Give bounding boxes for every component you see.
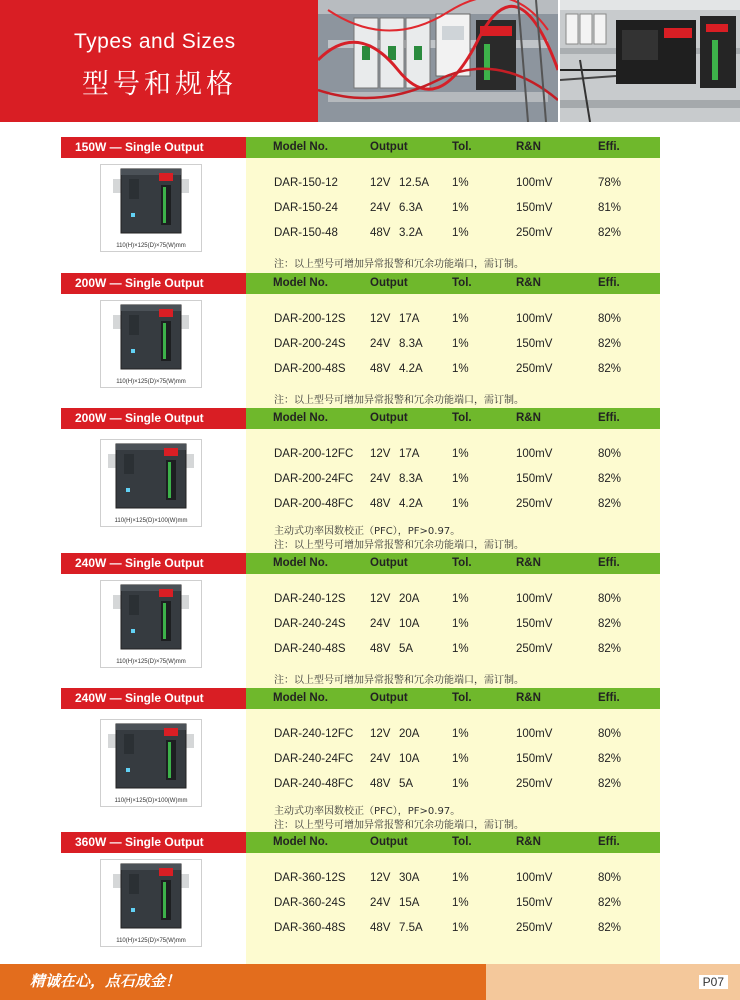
header-effi: Effi. xyxy=(598,692,620,704)
section-note: 注：以上型号可增加异常报警和冗余功能端口，需订制。 xyxy=(274,395,524,406)
current-cell: 6.3A xyxy=(399,202,423,214)
header-tol: Tol. xyxy=(452,836,472,848)
header-effi: Effi. xyxy=(598,277,620,289)
current-cell: 4.2A xyxy=(399,363,423,375)
ripple-noise-cell: 100mV xyxy=(516,728,553,740)
table-body xyxy=(246,294,660,414)
efficiency-cell: 82% xyxy=(598,473,622,485)
product-image xyxy=(100,580,202,668)
voltage-cell: 48V xyxy=(370,778,391,790)
header-model: Model No. xyxy=(273,412,328,424)
tolerance-cell: 1% xyxy=(452,202,469,214)
current-cell: 12.5A xyxy=(399,177,430,189)
voltage-cell: 12V xyxy=(370,872,391,884)
tolerance-cell: 1% xyxy=(452,643,469,655)
model-cell: DAR-200-12FC xyxy=(274,448,354,460)
current-cell: 15A xyxy=(399,897,420,909)
section-note: 主动式功率因数校正（PFC），PF>0.97。 xyxy=(274,806,461,817)
tolerance-cell: 1% xyxy=(452,177,469,189)
product-dimensions: 110(H)×125(D)×75(W)mm xyxy=(116,938,186,944)
section-label: 360W — Single Output xyxy=(61,832,246,853)
header-rn: R&N xyxy=(516,412,541,424)
efficiency-cell: 80% xyxy=(598,728,622,740)
ripple-noise-cell: 150mV xyxy=(516,202,553,214)
tolerance-cell: 1% xyxy=(452,922,469,934)
table-body xyxy=(246,853,660,972)
model-cell: DAR-240-12S xyxy=(274,593,346,605)
tolerance-cell: 1% xyxy=(452,363,469,375)
model-cell: DAR-200-12S xyxy=(274,313,346,325)
voltage-cell: 48V xyxy=(370,363,391,375)
header-output: Output xyxy=(370,277,408,289)
product-image xyxy=(100,300,202,388)
header-model: Model No. xyxy=(273,836,328,848)
ripple-noise-cell: 150mV xyxy=(516,618,553,630)
current-cell: 10A xyxy=(399,618,420,630)
section-label: 240W — Single Output xyxy=(61,553,246,574)
title-chinese: 型号和规格 xyxy=(82,69,237,100)
tolerance-cell: 1% xyxy=(452,728,469,740)
efficiency-cell: 82% xyxy=(598,897,622,909)
tolerance-cell: 1% xyxy=(452,227,469,239)
header-rn: R&N xyxy=(516,692,541,704)
tolerance-cell: 1% xyxy=(452,338,469,350)
current-cell: 4.2A xyxy=(399,498,423,510)
table-body xyxy=(246,429,660,557)
model-cell: DAR-200-24S xyxy=(274,338,346,350)
efficiency-cell: 82% xyxy=(598,227,622,239)
table-header xyxy=(246,137,660,158)
section-note: 主动式功率因数校正（PFC），PF>0.97。 xyxy=(274,526,461,537)
ripple-noise-cell: 250mV xyxy=(516,643,553,655)
section-note: 注：以上型号可增加异常报警和冗余功能端口，需订制。 xyxy=(274,820,524,831)
header-model: Model No. xyxy=(273,141,328,153)
ripple-noise-cell: 250mV xyxy=(516,778,553,790)
efficiency-cell: 78% xyxy=(598,177,622,189)
page-header xyxy=(0,0,740,122)
model-cell: DAR-360-12S xyxy=(274,872,346,884)
page-number: P07 xyxy=(699,975,728,989)
ripple-noise-cell: 100mV xyxy=(516,448,553,460)
current-cell: 30A xyxy=(399,872,420,884)
current-cell: 5A xyxy=(399,643,414,655)
model-cell: DAR-200-48S xyxy=(274,363,346,375)
panel-photo-right xyxy=(560,0,740,122)
efficiency-cell: 82% xyxy=(598,363,622,375)
header-output: Output xyxy=(370,692,408,704)
voltage-cell: 48V xyxy=(370,922,391,934)
tolerance-cell: 1% xyxy=(452,872,469,884)
ripple-noise-cell: 100mV xyxy=(516,593,553,605)
voltage-cell: 48V xyxy=(370,498,391,510)
header-model: Model No. xyxy=(273,277,328,289)
section-note: 注：以上型号可增加异常报警和冗余功能端口，需订制。 xyxy=(274,259,524,270)
product-image xyxy=(100,719,202,807)
voltage-cell: 48V xyxy=(370,643,391,655)
current-cell: 8.3A xyxy=(399,338,423,350)
spec-section xyxy=(0,553,740,694)
header-rn: R&N xyxy=(516,836,541,848)
voltage-cell: 12V xyxy=(370,448,391,460)
product-dimensions: 110(H)×125(D)×75(W)mm xyxy=(116,659,186,665)
efficiency-cell: 80% xyxy=(598,313,622,325)
section-label: 200W — Single Output xyxy=(61,408,246,429)
section-label: 240W — Single Output xyxy=(61,688,246,709)
product-dimensions: 110(H)×125(D)×100(W)mm xyxy=(114,518,188,524)
voltage-cell: 24V xyxy=(370,473,391,485)
title-english: Types and Sizes xyxy=(74,30,236,53)
header-rn: R&N xyxy=(516,277,541,289)
header-rn: R&N xyxy=(516,557,541,569)
tolerance-cell: 1% xyxy=(452,448,469,460)
efficiency-cell: 80% xyxy=(598,872,622,884)
header-model: Model No. xyxy=(273,692,328,704)
current-cell: 20A xyxy=(399,593,420,605)
ripple-noise-cell: 250mV xyxy=(516,363,553,375)
efficiency-cell: 82% xyxy=(598,753,622,765)
efficiency-cell: 82% xyxy=(598,338,622,350)
current-cell: 3.2A xyxy=(399,227,423,239)
voltage-cell: 24V xyxy=(370,753,391,765)
header-tol: Tol. xyxy=(452,412,472,424)
voltage-cell: 12V xyxy=(370,728,391,740)
ripple-noise-cell: 250mV xyxy=(516,498,553,510)
header-effi: Effi. xyxy=(598,836,620,848)
header-tol: Tol. xyxy=(452,557,472,569)
efficiency-cell: 82% xyxy=(598,498,622,510)
voltage-cell: 24V xyxy=(370,338,391,350)
header-model: Model No. xyxy=(273,557,328,569)
tolerance-cell: 1% xyxy=(452,593,469,605)
ripple-noise-cell: 250mV xyxy=(516,227,553,239)
current-cell: 20A xyxy=(399,728,420,740)
header-effi: Effi. xyxy=(598,141,620,153)
model-cell: DAR-240-24FC xyxy=(274,753,354,765)
current-cell: 17A xyxy=(399,448,420,460)
current-cell: 5A xyxy=(399,778,414,790)
table-header xyxy=(246,688,660,709)
header-output: Output xyxy=(370,141,408,153)
efficiency-cell: 80% xyxy=(598,593,622,605)
ripple-noise-cell: 150mV xyxy=(516,753,553,765)
model-cell: DAR-360-24S xyxy=(274,897,346,909)
voltage-cell: 12V xyxy=(370,593,391,605)
current-cell: 17A xyxy=(399,313,420,325)
efficiency-cell: 80% xyxy=(598,448,622,460)
voltage-cell: 48V xyxy=(370,227,391,239)
model-cell: DAR-240-48S xyxy=(274,643,346,655)
product-image xyxy=(100,439,202,527)
header-effi: Effi. xyxy=(598,557,620,569)
table-header xyxy=(246,832,660,853)
tolerance-cell: 1% xyxy=(452,753,469,765)
spec-section xyxy=(0,273,740,414)
voltage-cell: 24V xyxy=(370,202,391,214)
model-cell: DAR-200-48FC xyxy=(274,498,354,510)
spec-section xyxy=(0,832,740,972)
tolerance-cell: 1% xyxy=(452,473,469,485)
tolerance-cell: 1% xyxy=(452,778,469,790)
header-output: Output xyxy=(370,412,408,424)
ripple-noise-cell: 100mV xyxy=(516,872,553,884)
header-effi: Effi. xyxy=(598,412,620,424)
header-output: Output xyxy=(370,836,408,848)
ripple-noise-cell: 100mV xyxy=(516,177,553,189)
voltage-cell: 24V xyxy=(370,897,391,909)
current-cell: 8.3A xyxy=(399,473,423,485)
product-dimensions: 110(H)×125(D)×75(W)mm xyxy=(116,379,186,385)
tolerance-cell: 1% xyxy=(452,313,469,325)
section-note: 注：以上型号可增加异常报警和冗余功能端口，需订制。 xyxy=(274,540,524,551)
section-label: 200W — Single Output xyxy=(61,273,246,294)
product-image xyxy=(100,164,202,252)
model-cell: DAR-150-12 xyxy=(274,177,338,189)
ripple-noise-cell: 100mV xyxy=(516,313,553,325)
model-cell: DAR-240-48FC xyxy=(274,778,354,790)
current-cell: 7.5A xyxy=(399,922,423,934)
ripple-noise-cell: 150mV xyxy=(516,338,553,350)
header-rn: R&N xyxy=(516,141,541,153)
model-cell: DAR-150-48 xyxy=(274,227,338,239)
efficiency-cell: 81% xyxy=(598,202,622,214)
efficiency-cell: 82% xyxy=(598,922,622,934)
voltage-cell: 12V xyxy=(370,177,391,189)
ripple-noise-cell: 150mV xyxy=(516,897,553,909)
panel-photo-left xyxy=(318,0,558,122)
model-cell: DAR-150-24 xyxy=(274,202,338,214)
table-body xyxy=(246,158,660,278)
ripple-noise-cell: 250mV xyxy=(516,922,553,934)
model-cell: DAR-200-24FC xyxy=(274,473,354,485)
header-tol: Tol. xyxy=(452,692,472,704)
header-tol: Tol. xyxy=(452,277,472,289)
section-note: 注：以上型号可增加异常报警和冗余功能端口，需订制。 xyxy=(274,675,524,686)
efficiency-cell: 82% xyxy=(598,643,622,655)
table-body xyxy=(246,574,660,694)
title-block xyxy=(0,0,318,122)
page-footer xyxy=(0,964,740,1000)
voltage-cell: 24V xyxy=(370,618,391,630)
footer-slogan: 精诚在心，点石成金！ xyxy=(30,972,181,990)
tolerance-cell: 1% xyxy=(452,897,469,909)
model-cell: DAR-360-48S xyxy=(274,922,346,934)
product-dimensions: 110(H)×125(D)×75(W)mm xyxy=(116,243,186,249)
model-cell: DAR-240-24S xyxy=(274,618,346,630)
spec-section xyxy=(0,137,740,278)
table-header xyxy=(246,408,660,429)
section-label: 150W — Single Output xyxy=(61,137,246,158)
current-cell: 10A xyxy=(399,753,420,765)
table-header xyxy=(246,553,660,574)
tolerance-cell: 1% xyxy=(452,618,469,630)
efficiency-cell: 82% xyxy=(598,778,622,790)
product-dimensions: 110(H)×125(D)×100(W)mm xyxy=(114,798,188,804)
efficiency-cell: 82% xyxy=(598,618,622,630)
product-image xyxy=(100,859,202,947)
model-cell: DAR-240-12FC xyxy=(274,728,354,740)
table-header xyxy=(246,273,660,294)
ripple-noise-cell: 150mV xyxy=(516,473,553,485)
tolerance-cell: 1% xyxy=(452,498,469,510)
header-output: Output xyxy=(370,557,408,569)
header-tol: Tol. xyxy=(452,141,472,153)
table-body xyxy=(246,709,660,837)
spec-section xyxy=(0,688,740,837)
spec-section xyxy=(0,408,740,557)
voltage-cell: 12V xyxy=(370,313,391,325)
